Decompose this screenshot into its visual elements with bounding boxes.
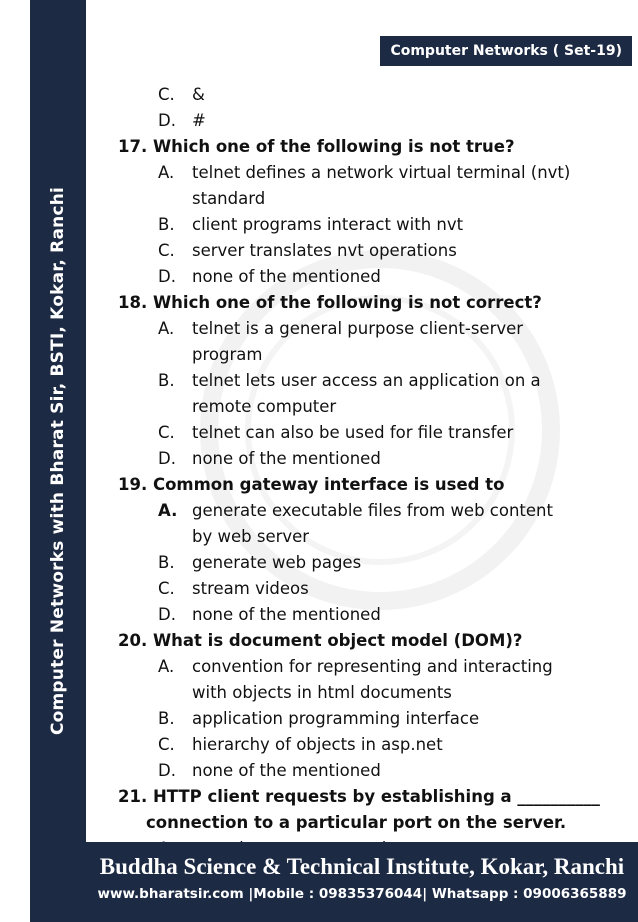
question-19-title: 19. Common gateway interface is used to [118, 475, 505, 494]
option-text-wrap: standard [192, 189, 266, 208]
option-letter: D. [158, 267, 176, 286]
footer-banner [86, 842, 638, 922]
option-item [118, 550, 628, 576]
contact-info: www.bharatsir.com |Mobile : 09835376044| Whatsapp : 09006365889 [97, 886, 627, 902]
question-21-title: 21. HTTP client requests by establishing a __________ [118, 787, 600, 806]
option-letter: B. [158, 371, 175, 390]
option-item [118, 732, 628, 758]
sidebar-title: Computer Networks with Bharat Sir, BSTI, Kokar, Ranchi [48, 186, 68, 736]
option-letter: A. [158, 163, 175, 182]
option-letter: A. [158, 501, 178, 520]
option-letter: D. [158, 761, 176, 780]
option-item [118, 108, 628, 134]
option-letter: D. [158, 111, 176, 130]
option-text: telnet can also be used for file transfer [192, 423, 514, 442]
question-20-title: 20. What is document object model (DOM)? [118, 631, 523, 650]
option-text-wrap: by web server [192, 527, 310, 546]
question-17-title: 17. Which one of the following is not true? [118, 137, 515, 156]
left-margin [0, 0, 30, 922]
option-text: telnet is a general purpose client-server [192, 319, 524, 338]
option-item [118, 420, 628, 446]
option-letter: A. [158, 657, 175, 676]
option-text: generate executable files from web content [192, 501, 553, 520]
set-badge: Computer Networks ( Set-19) [380, 36, 632, 66]
question-18-title: 18. Which one of the following is not correct? [118, 293, 542, 312]
option-letter: B. [158, 215, 175, 234]
option-letter: D. [158, 605, 176, 624]
option-item [118, 212, 628, 238]
option-letter: C. [158, 579, 175, 598]
option-item [118, 498, 628, 524]
option-item [118, 602, 628, 628]
option-text-wrap: remote computer [192, 397, 337, 416]
option-text: stream videos [192, 579, 309, 598]
option-letter: A. [158, 319, 175, 338]
question-list [118, 82, 628, 862]
institute-name: Buddha Science & Technical Institute, Kokar, Ranchi [99, 854, 625, 879]
option-text: convention for representing and interacting [192, 657, 553, 676]
option-item [118, 706, 628, 732]
option-text: server translates nvt operations [192, 241, 457, 260]
option-letter: C. [158, 735, 175, 754]
option-text: telnet defines a network virtual terminal (nvt) [192, 163, 571, 182]
option-item [118, 368, 628, 394]
option-item [118, 264, 628, 290]
option-text: & [192, 85, 205, 104]
option-item [118, 576, 628, 602]
option-text: none of the mentioned [192, 761, 381, 780]
option-letter: D. [158, 449, 176, 468]
option-text: none of the mentioned [192, 605, 381, 624]
option-text: client programs interact with nvt [192, 215, 464, 234]
option-text-wrap: program [192, 345, 263, 364]
option-text: none of the mentioned [192, 449, 381, 468]
option-item [118, 758, 628, 784]
option-item [118, 654, 628, 680]
question-21-title-cont: connection to a particular port on the server. [146, 813, 567, 832]
option-text-wrap: with objects in html documents [192, 683, 452, 702]
option-item [118, 238, 628, 264]
option-text: none of the mentioned [192, 267, 381, 286]
option-item [118, 82, 628, 108]
option-letter: C. [158, 85, 175, 104]
option-text: hierarchy of objects in asp.net [192, 735, 443, 754]
option-item [118, 316, 628, 342]
option-letter: B. [158, 553, 175, 572]
option-text: application programming interface [192, 709, 480, 728]
option-letter: C. [158, 423, 175, 442]
option-text: generate web pages [192, 553, 362, 572]
option-item [118, 160, 628, 186]
option-item [118, 446, 628, 472]
option-letter: C. [158, 241, 175, 260]
option-letter: B. [158, 709, 175, 728]
option-text: telnet lets user access an application on a [192, 371, 541, 390]
option-text: # [192, 111, 206, 130]
